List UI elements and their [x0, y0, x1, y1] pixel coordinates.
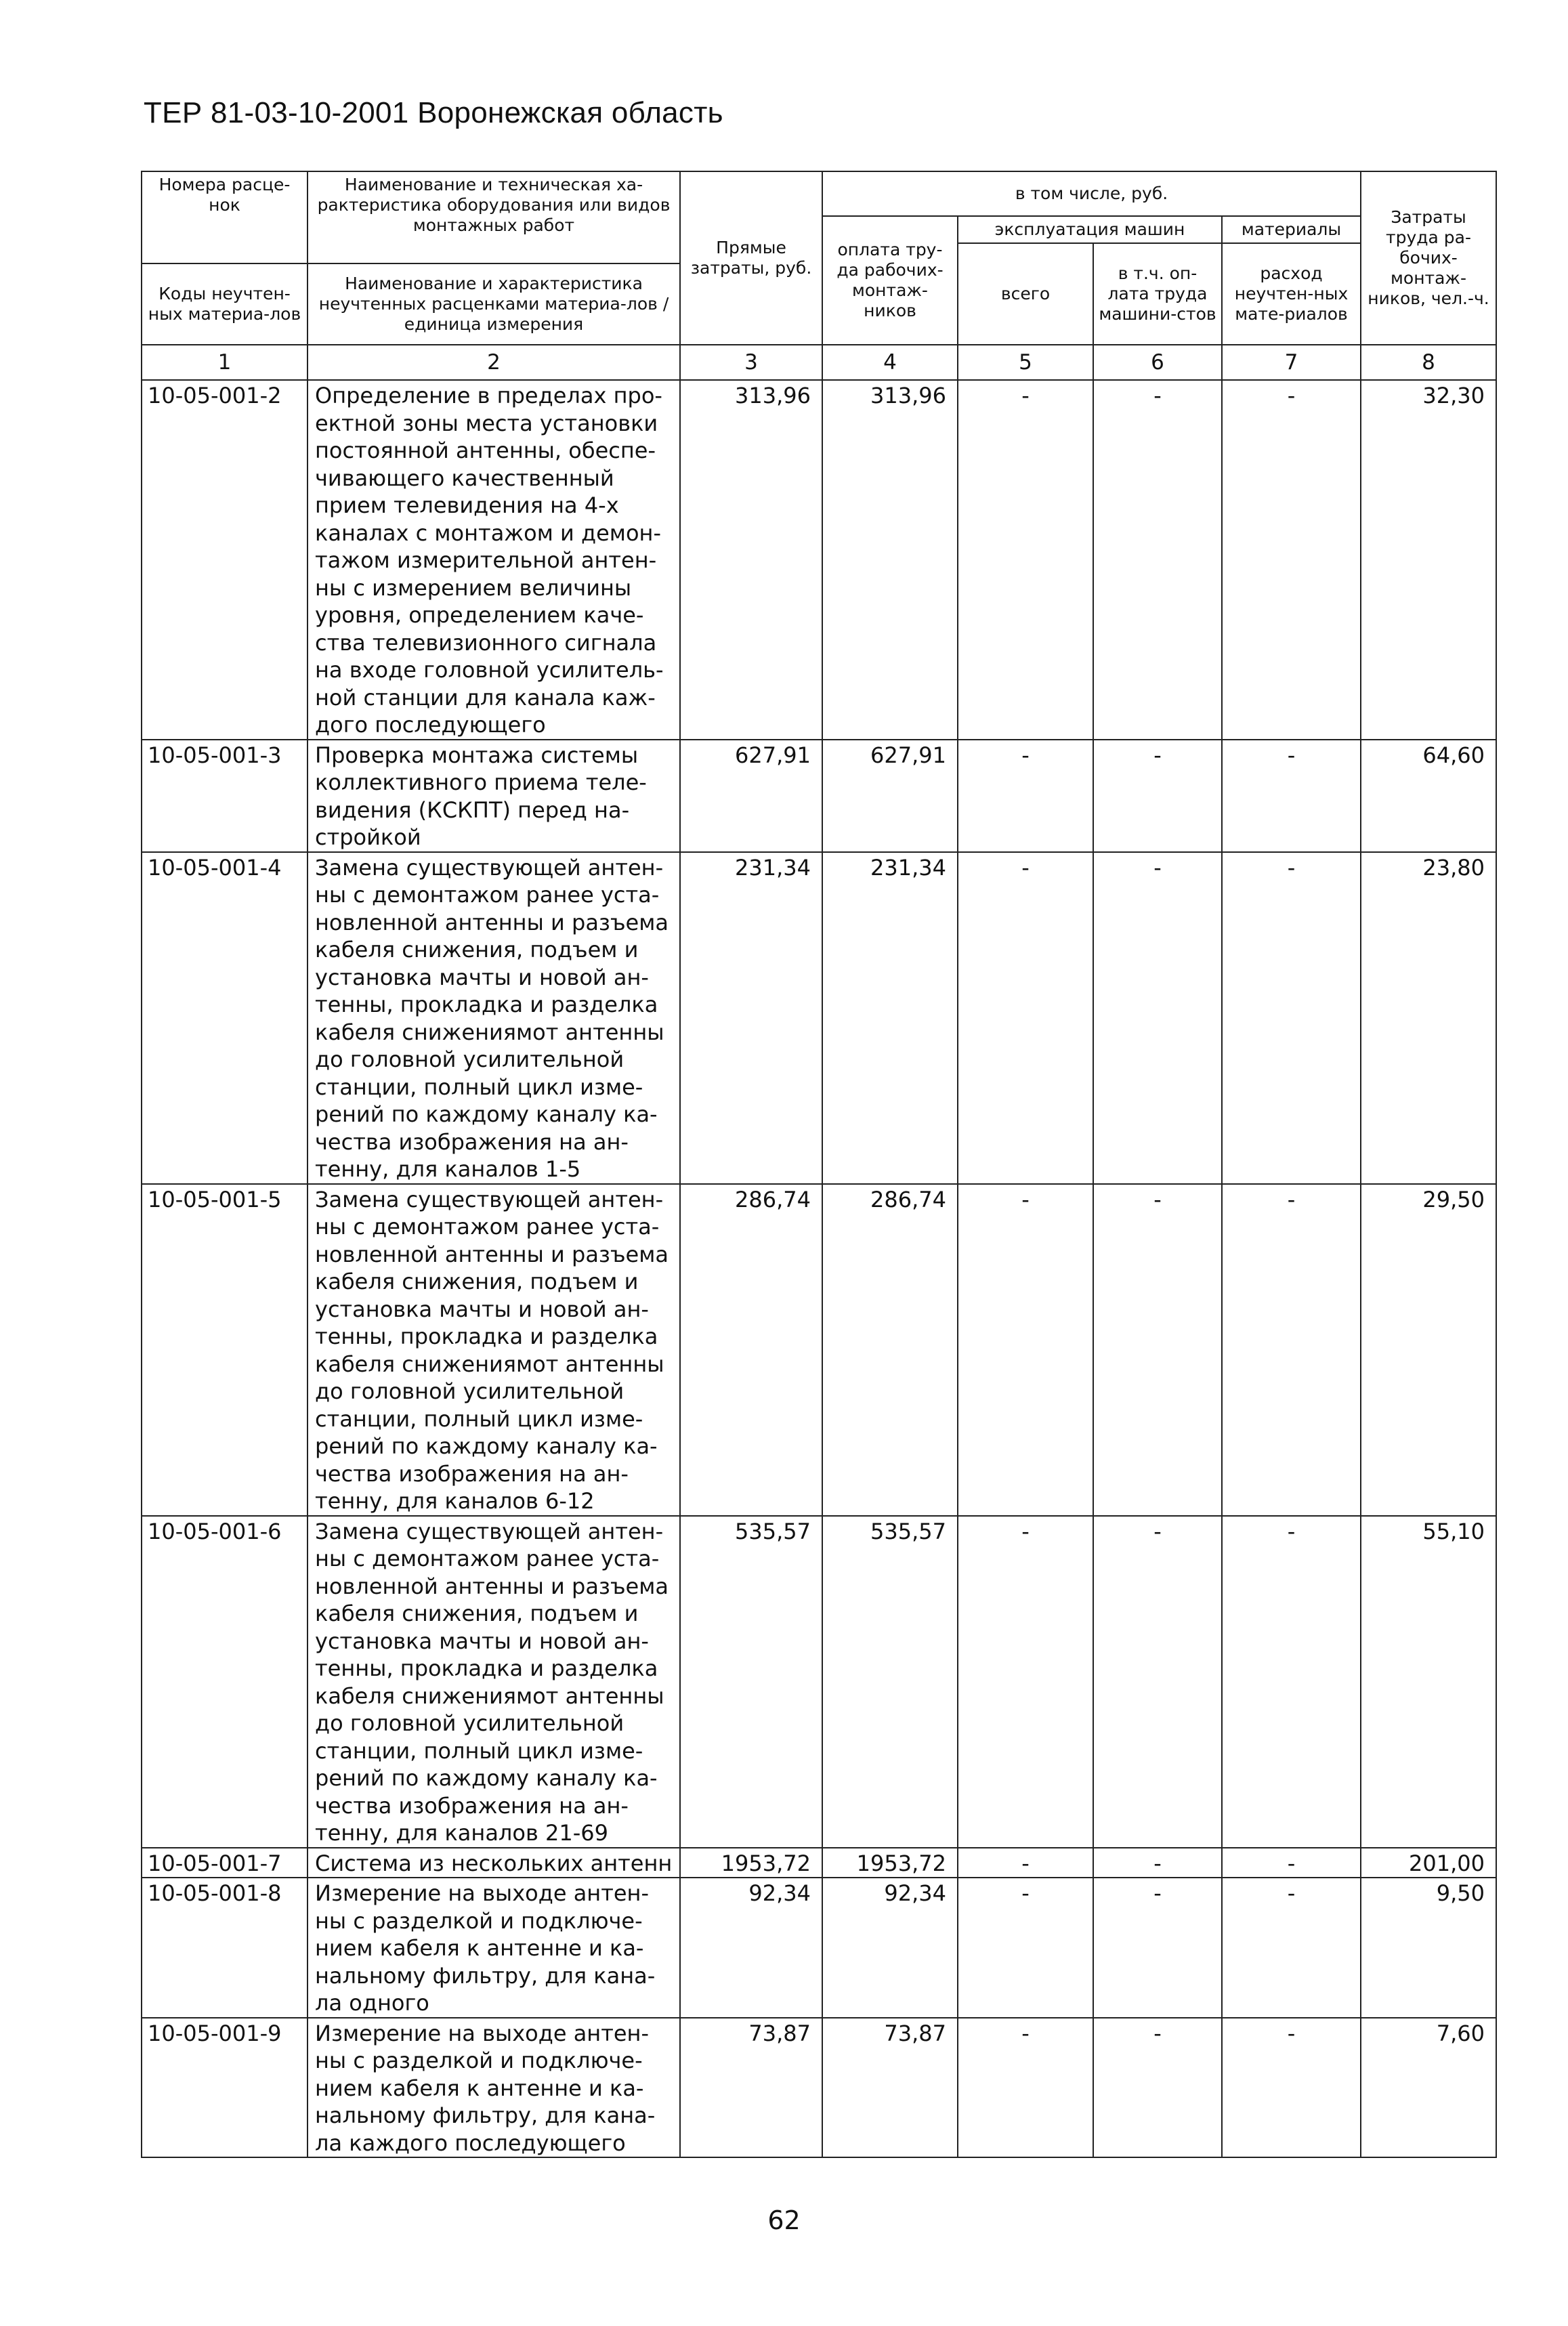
rate-code: 10-05-001-7	[142, 1848, 308, 1878]
column-number: 3	[680, 345, 822, 380]
rate-code: 10-05-001-4	[142, 852, 308, 1184]
header-direct-costs: Прямые затраты, руб.	[680, 171, 822, 345]
labor-pay: 535,57	[822, 1516, 958, 1848]
machines-total: -	[958, 380, 1093, 740]
table-row	[142, 1516, 1496, 1848]
labor-pay: 313,96	[822, 380, 958, 740]
header-material-codes: Коды неучтен-ных материа-лов	[142, 263, 308, 345]
rate-code: 10-05-001-3	[142, 740, 308, 852]
machines-total: -	[958, 852, 1093, 1184]
machinist-pay: -	[1093, 1184, 1222, 1516]
labor-hours: 29,50	[1361, 1184, 1496, 1516]
rate-description: Измерение на выходе антен-ны с разделкой и подключе-нием кабеля к антенне и ка-нальному фильтру, для кана-ла каждого последующего	[308, 2018, 680, 2158]
column-number-row	[142, 345, 1496, 380]
rate-description: Замена существующей антен-ны с демонтажом ранее уста-новленной антенны и разъема кабеля снижения, подъем и установка мачты и новой ан-тенны, прокладка и разделка кабеля снижениямот антенны до головной усилительной станции, полный цикл изме-рений по каждому каналу ка-чества изображения на ан-тенну, для каналов 21-69	[308, 1516, 680, 1848]
header-machines-group: эксплуатация машин	[958, 216, 1222, 243]
table-row	[142, 1878, 1496, 2018]
labor-hours: 7,60	[1361, 2018, 1496, 2158]
machinist-pay: -	[1093, 1516, 1222, 1848]
rate-description: Замена существующей антен-ны с демонтажом ранее уста-новленной антенны и разъема кабеля снижения, подъем и установка мачты и новой ан-тенны, прокладка и разделка кабеля снижениямот антенны до головной усилительной станции, полный цикл изме-рений по каждому каналу ка-чества изображения на ан-тенну, для каналов 1-5	[308, 852, 680, 1184]
column-number: 4	[822, 345, 958, 380]
direct-costs: 286,74	[680, 1184, 822, 1516]
header-machines-total: всего	[958, 243, 1093, 345]
header-work-name: Наименование и техническая ха-рактеристика оборудования или видов монтажных работ	[308, 171, 680, 263]
labor-pay: 286,74	[822, 1184, 958, 1516]
rates-table	[141, 171, 1497, 2158]
table-row	[142, 2018, 1496, 2158]
materials: -	[1222, 1848, 1361, 1878]
labor-hours: 55,10	[1361, 1516, 1496, 1848]
rate-description: Проверка монтажа системы коллективного приема теле-видения (КСКПТ) перед на-стройкой	[308, 740, 680, 852]
table-row	[142, 740, 1496, 852]
machines-total: -	[958, 1516, 1093, 1848]
rate-code: 10-05-001-5	[142, 1184, 308, 1516]
rate-code: 10-05-001-6	[142, 1516, 308, 1848]
materials: -	[1222, 1878, 1361, 2018]
header-rate-numbers: Номера расце-нок	[142, 171, 308, 263]
labor-pay: 92,34	[822, 1878, 958, 2018]
column-number: 6	[1093, 345, 1222, 380]
page-number: 62	[767, 2205, 801, 2235]
machinist-pay: -	[1093, 1878, 1222, 2018]
materials: -	[1222, 852, 1361, 1184]
machinist-pay: -	[1093, 1848, 1222, 1878]
direct-costs: 231,34	[680, 852, 822, 1184]
document-title: ТЕР 81-03-10-2001 Воронежская область	[144, 96, 723, 129]
column-number: 5	[958, 345, 1093, 380]
machinist-pay: -	[1093, 380, 1222, 740]
direct-costs: 313,96	[680, 380, 822, 740]
labor-pay: 231,34	[822, 852, 958, 1184]
rate-description: Измерение на выходе антен-ны с разделкой и подключе-нием кабеля к антенне и ка-нальному фильтру, для кана-ла одного	[308, 1878, 680, 2018]
materials: -	[1222, 1516, 1361, 1848]
rate-description: Замена существующей антен-ны с демонтажом ранее уста-новленной антенны и разъема кабеля снижения, подъем и установка мачты и новой ан-тенны, прокладка и разделка кабеля снижениямот антенны до головной усилительной станции, полный цикл изме-рений по каждому каналу ка-чества изображения на ан-тенну, для каналов 6-12	[308, 1184, 680, 1516]
direct-costs: 1953,72	[680, 1848, 822, 1878]
table-row	[142, 1184, 1496, 1516]
header-machinist-pay: в т.ч. оп-лата труда машини-стов	[1093, 243, 1222, 345]
machinist-pay: -	[1093, 852, 1222, 1184]
table-row	[142, 1848, 1496, 1878]
table-row	[142, 852, 1496, 1184]
labor-pay: 1953,72	[822, 1848, 958, 1878]
machines-total: -	[958, 1878, 1093, 2018]
rate-description: Система из нескольких антенн	[308, 1848, 680, 1878]
direct-costs: 535,57	[680, 1516, 822, 1848]
header-material-name: Наименование и характеристика неучтенных расценками материа-лов / единица измерения	[308, 263, 680, 345]
table-row	[142, 380, 1496, 740]
column-number: 2	[308, 345, 680, 380]
column-number: 7	[1222, 345, 1361, 380]
materials: -	[1222, 740, 1361, 852]
labor-hours: 9,50	[1361, 1878, 1496, 2018]
header-unaccounted-materials: расход неучтен-ных мате-риалов	[1222, 243, 1361, 345]
labor-hours: 201,00	[1361, 1848, 1496, 1878]
materials: -	[1222, 2018, 1361, 2158]
labor-hours: 64,60	[1361, 740, 1496, 852]
labor-pay: 73,87	[822, 2018, 958, 2158]
header-labor-pay: оплата тру-да рабочих-монтаж-ников	[822, 216, 958, 345]
header-including: в том числе, руб.	[822, 171, 1361, 216]
direct-costs: 92,34	[680, 1878, 822, 2018]
labor-hours: 23,80	[1361, 852, 1496, 1184]
rate-code: 10-05-001-8	[142, 1878, 308, 2018]
direct-costs: 627,91	[680, 740, 822, 852]
column-number: 8	[1361, 345, 1496, 380]
labor-pay: 627,91	[822, 740, 958, 852]
machinist-pay: -	[1093, 740, 1222, 852]
column-number: 1	[142, 345, 308, 380]
machines-total: -	[958, 740, 1093, 852]
rate-code: 10-05-001-9	[142, 2018, 308, 2158]
machines-total: -	[958, 1184, 1093, 1516]
rate-code: 10-05-001-2	[142, 380, 308, 740]
materials: -	[1222, 380, 1361, 740]
labor-hours: 32,30	[1361, 380, 1496, 740]
machinist-pay: -	[1093, 2018, 1222, 2158]
direct-costs: 73,87	[680, 2018, 822, 2158]
machines-total: -	[958, 1848, 1093, 1878]
header-labor-hours: Затраты труда ра-бочих-монтаж-ников, чел.-ч.	[1361, 171, 1496, 345]
materials: -	[1222, 1184, 1361, 1516]
machines-total: -	[958, 2018, 1093, 2158]
header-materials-group: материалы	[1222, 216, 1361, 243]
rate-description: Определение в пределах про-ектной зоны места установки постоянной антенны, обеспе-чивающего качественный прием телевидения на 4-х каналах с монтажом и демон-тажом измерительной антен-ны с измерением величины уровня, определением каче-ства телевизионного сигнала на входе головной усилитель-ной станции для канала каж-дого последующего	[308, 380, 680, 740]
